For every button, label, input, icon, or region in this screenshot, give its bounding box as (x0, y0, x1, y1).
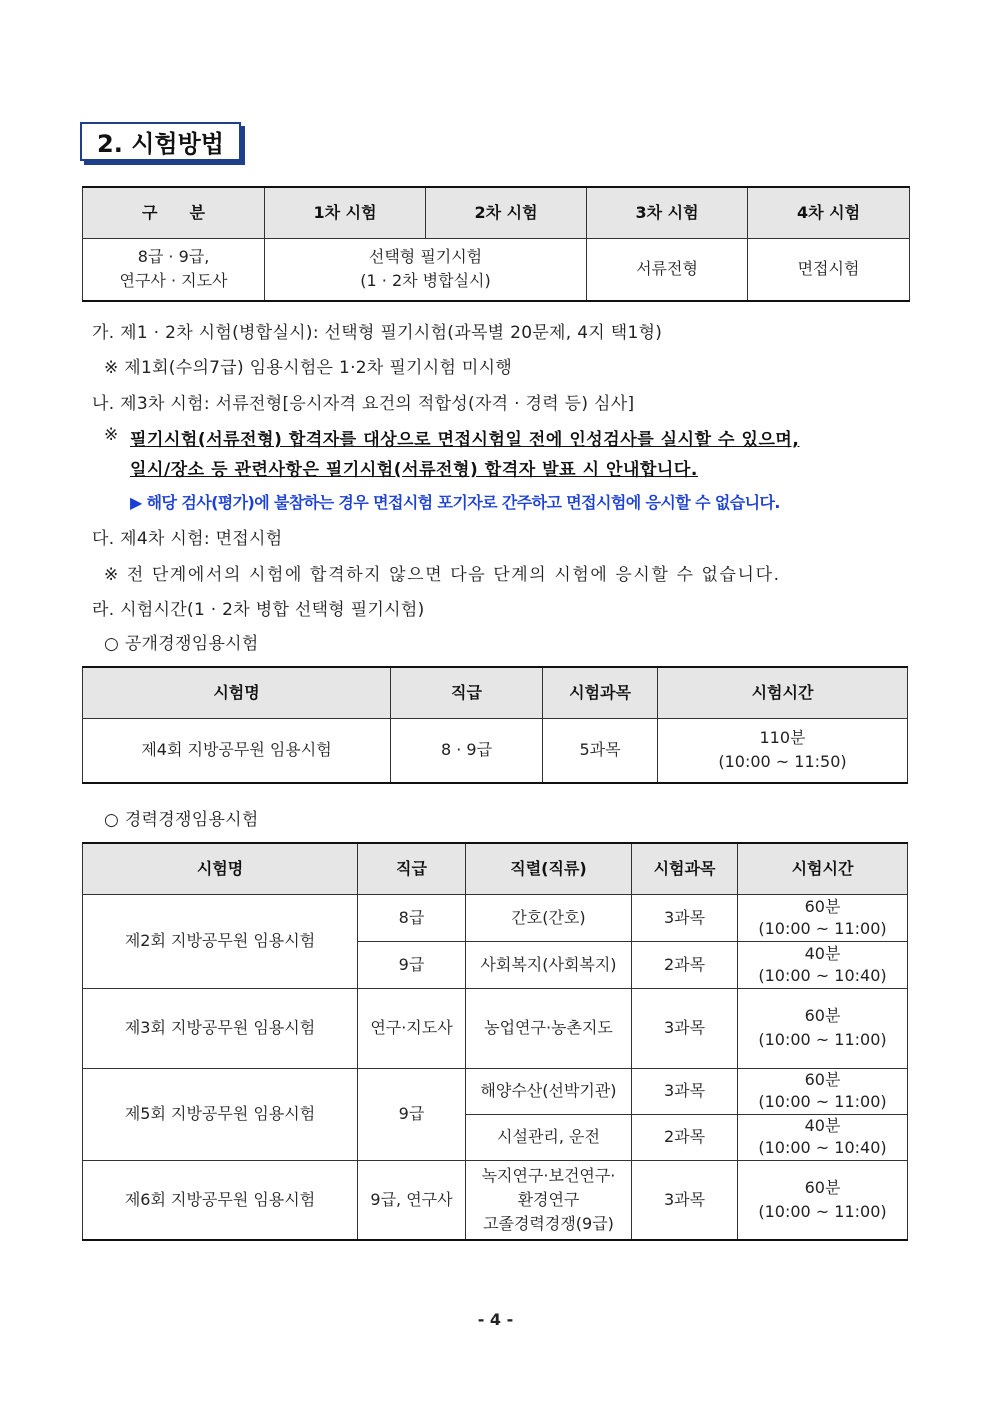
t3-grade: 9급 (358, 941, 466, 988)
t3-time-minutes: 60분 (804, 896, 841, 916)
header-exam4: 4차 시험 (748, 187, 910, 238)
exam4-cell: 면접시험 (748, 238, 910, 301)
section-title: 2. 시험방법 (80, 122, 241, 161)
table-row (83, 1068, 908, 1114)
t3-series-line1: 녹지연구·보건연구· (481, 1165, 616, 1185)
t2-grade: 8 · 9급 (391, 718, 543, 783)
t3-time-range: (10:00 ~ 11:00) (758, 918, 887, 938)
page-number: - 4 - (477, 1310, 514, 1329)
category-line2: 연구사 · 지도사 (119, 271, 228, 291)
t2-header-subjects: 시험과목 (543, 667, 658, 718)
exam12-line2: (1 · 2차 병합실시) (360, 271, 491, 291)
t3-header-series: 직렬(직류) (466, 843, 632, 894)
t3-time (738, 941, 908, 988)
note-da-remark: ※ 전 단계에서의 시험에 합격하지 않으면 다음 단계의 시험에 응시할 수 없습니다. (104, 565, 781, 585)
t2-subjects: 5과목 (543, 718, 658, 783)
t3-series: 사회복지(사회복지) (466, 941, 632, 988)
t3-exam-name: 제2회 지방공무원 임용시험 (83, 894, 358, 988)
t3-subjects: 3과목 (632, 894, 738, 941)
exam12-line1: 선택형 필기시험 (368, 247, 483, 267)
note-da: 다. 제4차 시험: 면접시험 (92, 529, 283, 549)
t3-series: 농업연구·농촌지도 (466, 988, 632, 1068)
t3-series-line3: 고졸경력경쟁(9급) (483, 1213, 614, 1233)
t3-series-line2: 환경연구 (517, 1189, 580, 1209)
t3-time (738, 1160, 908, 1240)
t3-time-range: (10:00 ~ 11:00) (758, 1092, 887, 1111)
header-exam1: 1차 시험 (265, 187, 426, 238)
t3-grade: 9급 (358, 1068, 466, 1160)
t3-subjects: 2과목 (632, 941, 738, 988)
t3-subjects: 3과목 (632, 988, 738, 1068)
t2-header-time: 시험시간 (658, 667, 908, 718)
t3-time-minutes: 60분 (804, 1070, 841, 1089)
table-row (83, 894, 908, 941)
t3-subjects: 3과목 (632, 1160, 738, 1240)
t2-time (658, 718, 908, 783)
t3-header-name: 시험명 (83, 843, 358, 894)
t2-header-name: 시험명 (83, 667, 391, 718)
t3-time-minutes: 60분 (804, 1177, 841, 1197)
note-na-remark-line1: 필기시험(서류전형) 합격자를 대상으로 면접시험일 전에 인성검사를 실시할 수 있으며, (130, 430, 800, 450)
note-ra: 라. 시험시간(1 · 2차 병합 선택형 필기시험) (92, 600, 425, 620)
t3-time-range: (10:00 ~ 10:40) (758, 965, 887, 985)
note-ga-remark: ※ 제1회(수의7급) 임용시험은 1·2차 필기시험 미시행 (104, 358, 513, 378)
t3-time-minutes: 40분 (804, 943, 841, 963)
t3-grade: 8급 (358, 894, 466, 941)
t3-header-time: 시험시간 (738, 843, 908, 894)
t3-subjects: 3과목 (632, 1068, 738, 1114)
career-competition-label: ○ 경력경쟁임용시험 (104, 810, 259, 830)
category-cell (83, 238, 265, 301)
t3-time-range: (10:00 ~ 11:00) (758, 1201, 887, 1221)
career-exam-time-table (82, 842, 908, 1241)
t2-exam-name: 제4회 지방공무원 임용시험 (83, 718, 391, 783)
t3-time-range: (10:00 ~ 10:40) (758, 1138, 887, 1157)
table-row (83, 988, 908, 1068)
header-exam3: 3차 시험 (587, 187, 748, 238)
open-competition-label: ○ 공개경쟁임용시험 (104, 634, 259, 654)
t2-time-minutes: 110분 (759, 728, 806, 748)
t3-time (738, 894, 908, 941)
t3-time-minutes: 40분 (804, 1116, 841, 1135)
t3-grade: 연구·지도사 (358, 988, 466, 1068)
t3-subjects: 2과목 (632, 1114, 738, 1160)
t3-exam-name: 제6회 지방공무원 임용시험 (83, 1160, 358, 1240)
t3-exam-name: 제5회 지방공무원 임용시험 (83, 1068, 358, 1160)
table-row (83, 1160, 908, 1240)
open-exam-time-table (82, 666, 908, 784)
note-na-remark-mark: ※ (104, 425, 119, 445)
t2-header-grade: 직급 (391, 667, 543, 718)
t3-grade: 9급, 연구사 (358, 1160, 466, 1240)
exam-stages-table (82, 186, 910, 302)
t3-time (738, 1068, 908, 1114)
t2-time-range: (10:00 ~ 11:50) (718, 752, 847, 772)
note-ga: 가. 제1 · 2차 시험(병합실시): 선택형 필기시험(과목별 20문제, 4지 택1형) (92, 323, 663, 343)
note-na-remark-line2: 일시/장소 등 관련사항은 필기시험(서류전형) 합격자 발표 시 안내합니다. (130, 460, 698, 480)
header-exam2: 2차 시험 (426, 187, 587, 238)
exam12-cell (265, 238, 587, 301)
category-line1: 8급 · 9급, (137, 247, 210, 267)
t3-series: 시설관리, 운전 (466, 1114, 632, 1160)
t3-series: 해양수산(선박기관) (466, 1068, 632, 1114)
header-category: 구 분 (83, 187, 265, 238)
t3-header-grade: 직급 (358, 843, 466, 894)
note-na-warning: ▶ 해당 검사(평가)에 불참하는 경우 면접시험 포기자로 간주하고 면접시험에 응시할 수 없습니다. (130, 493, 780, 512)
t3-exam-name: 제3회 지방공무원 임용시험 (83, 988, 358, 1068)
exam3-cell: 서류전형 (587, 238, 748, 301)
t3-time-minutes: 60분 (804, 1006, 841, 1025)
t3-series (466, 1160, 632, 1240)
t3-time (738, 988, 908, 1068)
t3-header-subjects: 시험과목 (632, 843, 738, 894)
t3-series: 간호(간호) (466, 894, 632, 941)
t3-time-range: (10:00 ~ 11:00) (758, 1030, 887, 1049)
note-na: 나. 제3차 시험: 서류전형[응시자격 요건의 적합성(자격 · 경력 등) 심사] (92, 394, 635, 414)
t3-time (738, 1114, 908, 1160)
